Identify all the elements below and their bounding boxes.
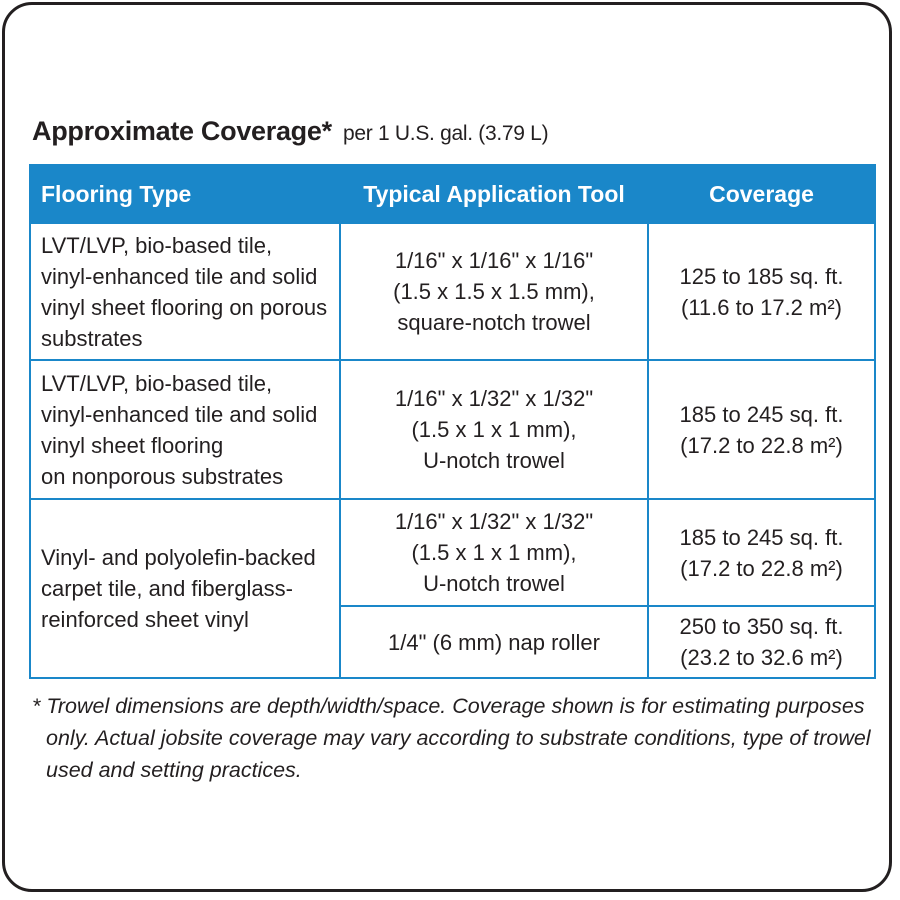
table-header-row — [30, 165, 875, 223]
application-tool-cell — [340, 360, 648, 499]
cell-line: 185 to 245 sq. ft. — [679, 524, 844, 550]
coverage-cell — [648, 360, 875, 499]
cell-line: carpet tile, and fiberglass- — [41, 576, 293, 601]
flooring-type-cell — [30, 499, 340, 678]
flooring-type-cell — [30, 223, 340, 360]
coverage-cell — [648, 606, 875, 678]
title-subtitle: per 1 U.S. gal. (3.79 L) — [343, 122, 549, 145]
coverage-cell — [648, 499, 875, 606]
cell-line: (1.5 x 1.5 x 1.5 mm), — [393, 279, 595, 304]
cell-line: vinyl-enhanced tile and solid — [41, 401, 318, 427]
cell-line: Vinyl- and polyolefin-backed — [41, 545, 316, 570]
cell-line: 250 to 350 sq. ft. — [679, 614, 844, 639]
cell-line: U-notch trowel — [423, 448, 565, 473]
cell-line: square-notch trowel — [397, 310, 591, 335]
header-application-tool: Typical Application Tool — [340, 165, 648, 223]
cell-line: reinforced sheet vinyl — [41, 607, 249, 632]
cell-line: U-notch trowel — [423, 571, 565, 596]
cell-line: substrates — [41, 325, 143, 351]
cell-line: (17.2 to 22.8 m²) — [680, 432, 843, 458]
cell-line: (11.6 to 17.2 m²) — [681, 294, 842, 320]
footnote-line: only. Actual jobsite coverage may vary according to substrate conditions, type of trowel — [46, 726, 871, 750]
cell-line: (1.5 x 1 x 1 mm), — [411, 540, 577, 565]
footnote-line: used and setting practices. — [46, 758, 302, 782]
cell-line: 1/4" (6 mm) nap roller — [388, 629, 600, 655]
cell-line: 1/16" x 1/16" x 1/16" — [394, 248, 594, 273]
table-row — [30, 223, 875, 360]
header-flooring-type: Flooring Type — [30, 165, 340, 223]
cell-line: 125 to 185 sq. ft. — [679, 263, 844, 289]
cell-line: 1/16" x 1/32" x 1/32" — [394, 509, 594, 534]
cell-line: LVT/LVP, bio-based tile, — [41, 370, 273, 396]
cell-line: on nonporous substrates — [41, 463, 284, 489]
cell-line: vinyl sheet flooring — [41, 432, 224, 458]
cell-line: (23.2 to 32.6 m²) — [680, 645, 843, 670]
coverage-cell — [648, 223, 875, 360]
cell-line: LVT/LVP, bio-based tile, — [41, 232, 273, 258]
coverage-title — [32, 116, 548, 147]
coverage-table — [29, 164, 876, 679]
application-tool-cell — [340, 499, 648, 606]
header-coverage: Coverage — [648, 165, 875, 223]
flooring-type-cell — [30, 360, 340, 499]
cell-line: (1.5 x 1 x 1 mm), — [411, 417, 577, 442]
cell-line: 1/16" x 1/32" x 1/32" — [394, 386, 594, 411]
table-row — [30, 360, 875, 499]
application-tool-cell — [340, 223, 648, 360]
table-row — [30, 499, 875, 606]
application-tool-cell — [340, 606, 648, 678]
cell-line: vinyl sheet flooring on porous — [41, 294, 328, 320]
cell-line: vinyl-enhanced tile and solid — [41, 263, 318, 289]
cell-line: (17.2 to 22.8 m²) — [680, 555, 843, 581]
cell-line: 185 to 245 sq. ft. — [679, 401, 844, 427]
footnote-line: * Trowel dimensions are depth/width/space. Coverage shown is for estimating purposes — [32, 694, 865, 718]
title-main: Approximate Coverage* — [32, 116, 332, 146]
footnote — [32, 690, 872, 786]
